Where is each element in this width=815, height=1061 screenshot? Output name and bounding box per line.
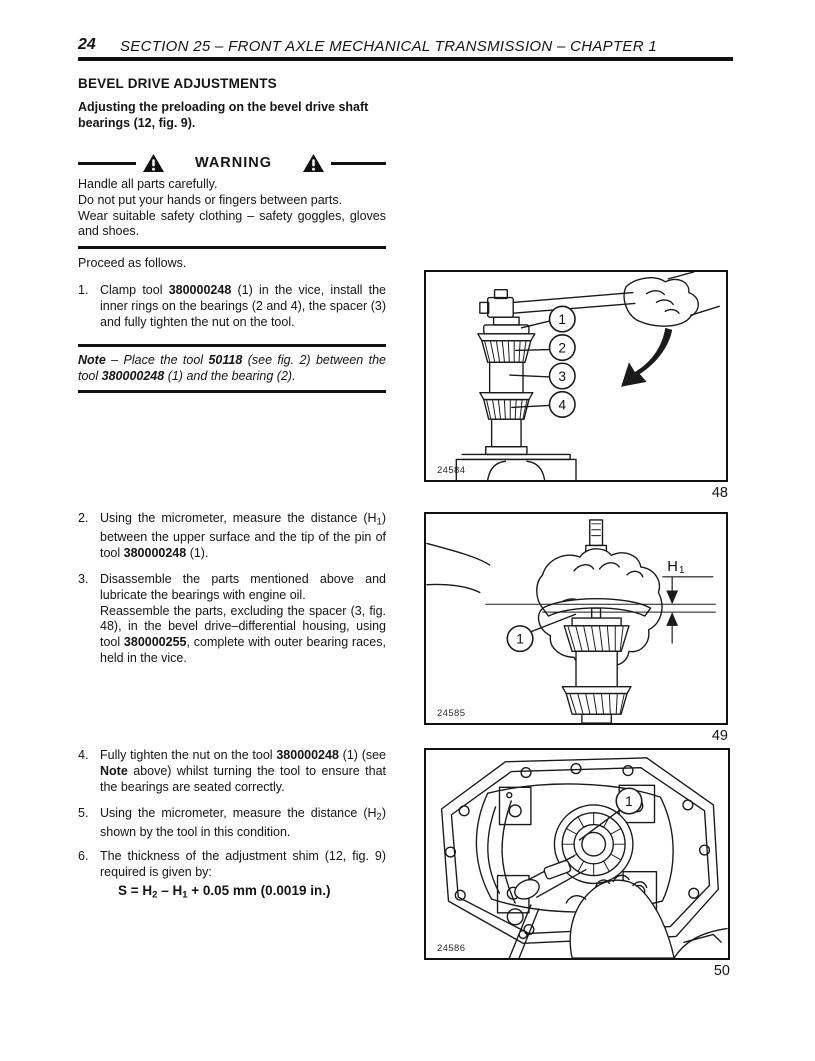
svg-text:2: 2 (558, 340, 567, 356)
warning-divider-left (78, 162, 136, 165)
step-number: 5. (78, 806, 89, 820)
figure-49 (424, 512, 728, 744)
section-subtitle: Adjusting the preloading on the bevel drive shaft bearings (12, fig. 9). (78, 100, 369, 130)
callout-2 (550, 335, 576, 361)
figure-number: 48 (711, 485, 728, 501)
warning-box (78, 152, 386, 249)
section-title: BEVEL DRIVE ADJUSTMENTS (78, 76, 277, 91)
photo-code: 24586 (437, 943, 466, 954)
step-5 (78, 806, 386, 841)
warning-triangle-icon (142, 153, 165, 173)
step-3 (78, 572, 386, 667)
photo-code: 24584 (437, 465, 466, 476)
figure-number: 50 (713, 963, 730, 979)
figure-49-frame (424, 512, 728, 725)
figure-50 (424, 748, 730, 979)
step-number: 6. (78, 849, 89, 863)
step-number: 1. (78, 283, 89, 297)
figure-48 (424, 270, 728, 501)
step-text: Using the micrometer, measure the distance $(H_1)$ between the upper surface and the tip of the pin of tool 380000248 (1). (100, 511, 386, 561)
shim-formula: S = H2 – H1 + 0.05 mm (0.0019 in.) (118, 883, 331, 901)
header-divider (78, 57, 733, 61)
step-text: Clamp tool 380000248 (1) in the vice, install the inner rings on the bearings (2 and 4), the spacer (3) and fully tighten the nut on the tool. (100, 283, 386, 329)
intro-text: Proceed as follows. (78, 256, 187, 270)
dimension-subscript: 1 (679, 564, 685, 576)
svg-text:1: 1 (625, 793, 633, 809)
page-title: SECTION 25 – FRONT AXLE MECHANICAL TRANSMISSION – CHAPTER 1 (120, 38, 657, 55)
callout-4 (550, 392, 576, 418)
figure-49-illustration (426, 514, 726, 723)
step-text: Disassemble the parts mentioned above and lubricate the bearings with engine oil. Reassemble the parts, excluding the spacer (3, fig. 48), in the bevel drive–differential housing, using tool 380000255, complete with outer bearing races, held in the vice. (100, 572, 386, 665)
warning-line: Handle all parts carefully. (78, 177, 218, 191)
figure-48-frame (424, 270, 728, 482)
warning-line: Wear suitable safety clothing – safety goggles, gloves and shoes. (78, 208, 386, 239)
figure-50-frame (424, 748, 730, 960)
svg-text:1: 1 (558, 312, 567, 327)
note-box: Note – Place the tool 50118 (see fig. 2) between the tool 380000248 (1) and the bearing (2). (78, 344, 386, 393)
step-6 (78, 849, 386, 881)
svg-text:3: 3 (558, 368, 567, 384)
svg-text:4: 4 (558, 397, 567, 413)
warning-bottom-divider (78, 246, 386, 249)
warning-title: WARNING (194, 155, 273, 171)
figure-50-illustration (426, 750, 728, 958)
warning-text (78, 177, 386, 240)
warning-header (78, 152, 386, 174)
svg-text:1: 1 (516, 631, 524, 647)
step-1 (78, 283, 386, 330)
callout-1 (550, 306, 576, 332)
page-number: 24 (78, 36, 96, 53)
step-text: The thickness of the adjustment shim (12, fig. 9) required is given by: (100, 849, 386, 879)
dimension-label: H (667, 558, 678, 575)
warning-line: Do not put your hands or fingers between parts. (78, 192, 343, 207)
step-number: 4. (78, 748, 89, 762)
step-text: Using the micrometer, measure the distance $(H_2)$ shown by the tool in this condition. (100, 806, 386, 840)
callout-1 (507, 626, 533, 652)
figure-number: 49 (711, 728, 728, 744)
dimension-h1 (662, 559, 713, 644)
step-text: Fully tighten the nut on the tool 380000248 (1) (see Note above) whilst turning the tool to ensure that the bearings are seated correctly. (100, 748, 387, 794)
photo-code: 24585 (437, 708, 466, 719)
callout-1 (616, 788, 642, 814)
step-number: 3. (78, 572, 89, 586)
warning-divider-right (331, 162, 386, 165)
warning-triangle-icon (302, 153, 325, 173)
figure-48-callouts (550, 306, 576, 417)
step-4 (78, 748, 386, 795)
step-number: 2. (78, 511, 89, 525)
step-2 (78, 511, 386, 562)
figure-48-illustration (426, 272, 726, 480)
callout-3 (550, 363, 576, 389)
